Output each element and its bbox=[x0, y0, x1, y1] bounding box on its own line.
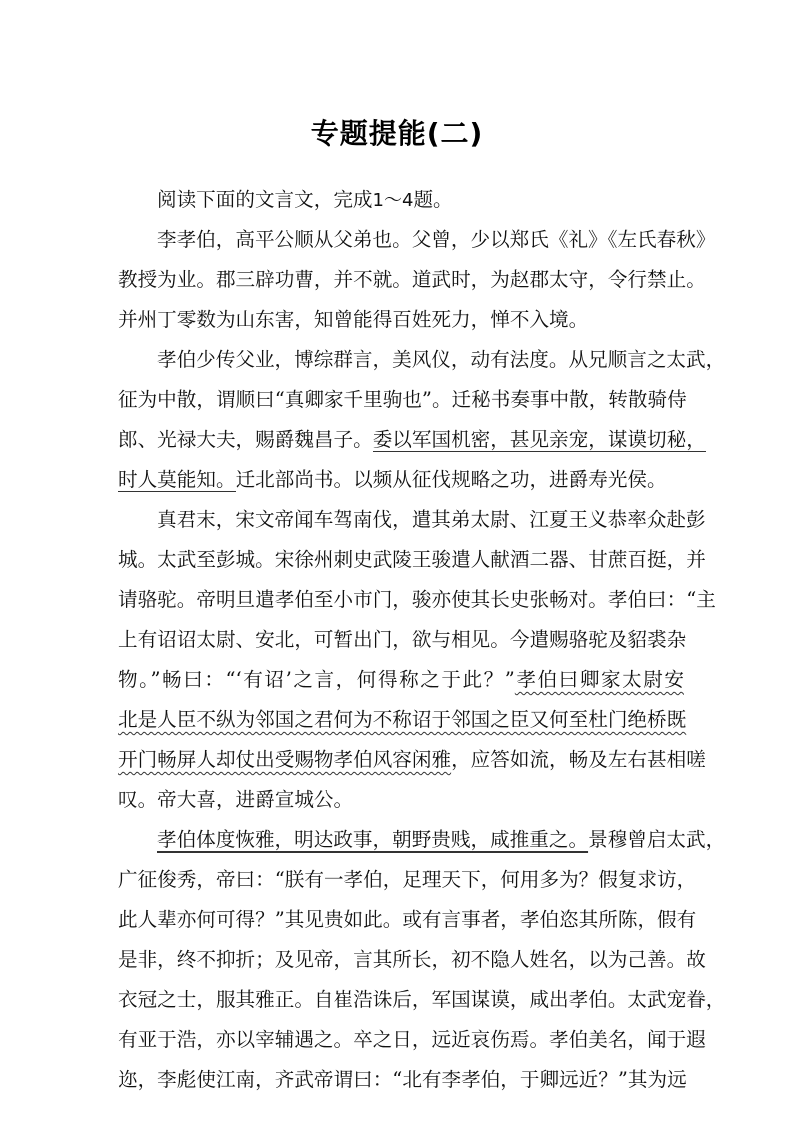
paragraph-2-line-4-text: 迁北部尚书。以频从征伐规略之功，进爵寿光侯。 bbox=[235, 468, 667, 491]
page-title: 专题提能(二) bbox=[310, 117, 484, 150]
paragraph-3-line-5-text: 物。”畅曰：“‘有诏’之言，何得称之于此？” bbox=[118, 668, 515, 691]
paragraph-2-line-3-text: 郎、光禄大夫，赐爵魏昌子。 bbox=[118, 428, 373, 451]
paragraph-2-line-2: 征为中散，谓顺曰“真卿家千里驹也”。迁秘书奏事中散，转散骑侍 bbox=[118, 388, 687, 411]
paragraph-2-line-1: 孝伯少传父业，博综群言，美风仪，动有法度。从兄顺言之太武， bbox=[157, 348, 726, 371]
paragraph-4-line-5: 衣冠之士，服其雅正。自崔浩诛后，军国谋谟，咸出孝伯。太武宠眷， bbox=[118, 988, 726, 1011]
instruction-post: 题。 bbox=[413, 188, 453, 211]
underlined-sentence-part-2: 时人莫能知。 bbox=[118, 468, 236, 491]
paragraph-2-line-3 bbox=[118, 420, 706, 460]
instruction-line bbox=[118, 180, 684, 220]
underlined-sentence-part-1: 委以军国机密，甚见亲宠，谋谟切秘， bbox=[372, 428, 706, 451]
paragraph-3-line-3: 请骆驼。帝明旦遣孝伯至小市门，骏亦使其长史张畅对。孝伯曰：“主 bbox=[118, 588, 716, 611]
passage-body bbox=[118, 180, 726, 1100]
paragraph-4-line-3: 此人辈亦何可得？”其见贵如此。或有言事者，孝伯恣其所陈，假有 bbox=[118, 908, 697, 931]
paragraph-3-line-2: 城。太武至彭城。宋徐州刺史武陵王骏遣人献酒二器、甘蔗百挺，并 bbox=[118, 548, 706, 571]
paragraph-3-line-6 bbox=[118, 700, 687, 740]
paragraph-3-line-1: 真君末，宋文帝闻车驾南伐，遣其弟太尉、江夏王义恭率众赴彭 bbox=[157, 508, 706, 531]
paragraph-3-line-7-text: ，应答如流，畅及左右甚相嗟 bbox=[451, 748, 706, 771]
paragraph-4-line-4: 是非，终不抑折；及见帝，言其所长，初不隐人姓名，以为己善。故 bbox=[118, 948, 706, 971]
paragraph-4-line-7: 迩，李彪使江南，齐武帝谓曰：“北有李孝伯，于卿远近？”其为远 bbox=[118, 1068, 687, 1091]
paragraph-4-line-1-text: 景穆曾启太武， bbox=[588, 828, 726, 851]
instruction-pre: 阅读下面的文言文，完成 bbox=[157, 188, 373, 211]
underlined-sentence-2: 孝伯体度恢雅，明达政事，朝野贵贱，咸推重之。 bbox=[157, 828, 589, 851]
paragraph-3-line-8: 叹。帝大喜，进爵宣城公。 bbox=[118, 788, 354, 811]
paragraph-2-line-4 bbox=[118, 460, 684, 500]
paragraph-3-line-5 bbox=[118, 660, 684, 700]
wavy-underlined-passage-part-1: 孝伯曰卿家太尉安 bbox=[514, 668, 684, 691]
paragraph-3-line-7 bbox=[118, 740, 706, 780]
paragraph-1-line-3: 并州丁零数为山东害，知曾能得百姓死力，惮不入境。 bbox=[118, 308, 589, 331]
paragraph-1-line-2: 教授为业。郡三辟功曹，并不就。道武时，为赵郡太守，令行禁止。 bbox=[118, 268, 706, 291]
paragraph-4-line-2: 广征俊秀，帝曰：“朕有一孝伯，足理天下，何用多为？假复求访， bbox=[118, 868, 697, 891]
paragraph-4-line-6: 有亚于浩，亦以宰辅遇之。卒之日，远近哀伤焉。孝伯美名，闻于遐 bbox=[118, 1028, 706, 1051]
question-range: 1～4 bbox=[372, 190, 414, 211]
paragraph-4-line-1 bbox=[118, 820, 726, 860]
paragraph-3-line-4: 上有诏诏太尉、安北，可暂出门，欲与相见。今遣赐骆驼及貂裘杂 bbox=[118, 628, 687, 651]
paragraph-1-line-1: 李孝伯，高平公顺从父弟也。父曾，少以郑氏《礼》《左氏春秋》 bbox=[157, 228, 716, 251]
wavy-underlined-passage-part-3: 开门畅屏人却仗出受赐物孝伯风容闲雅 bbox=[118, 748, 452, 771]
wavy-underlined-passage-part-2: 北是人臣不纵为邻国之君何为不称诏于邻国之臣又何至杜门绝桥既 bbox=[118, 708, 687, 731]
